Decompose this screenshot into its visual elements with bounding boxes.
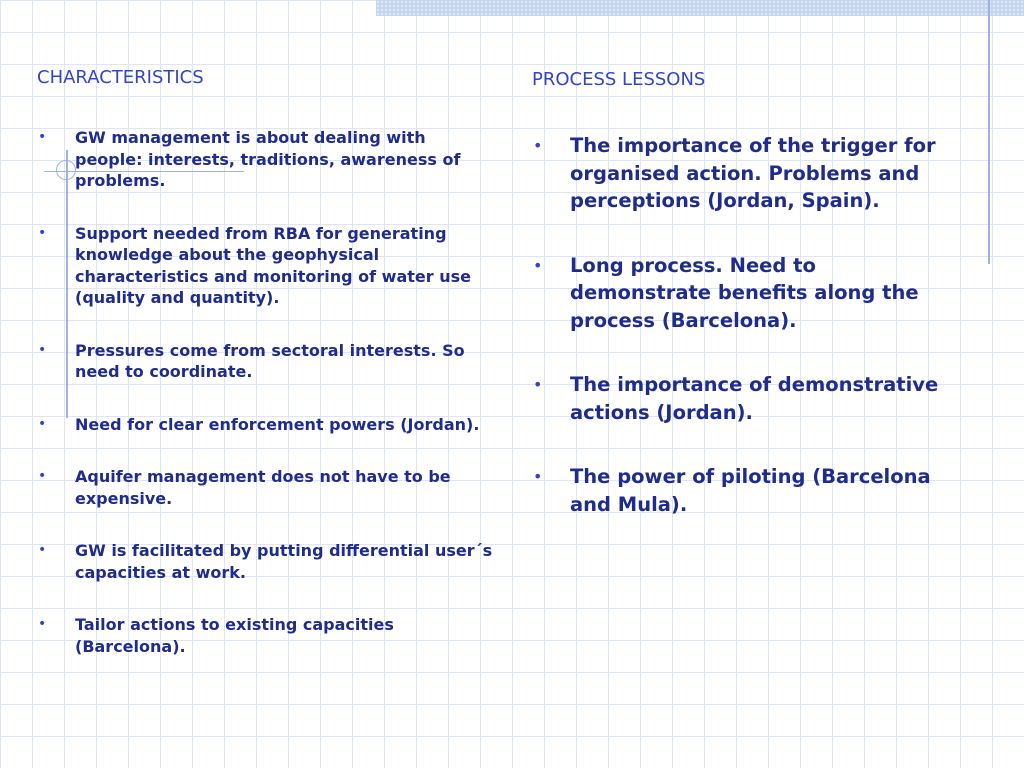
bullet-icon: • (38, 616, 47, 632)
list-item-text: Long process. Need to demonstrate benefits along the process (Barcelona). (570, 253, 919, 332)
list-item-text: The importance of demonstrative actions (Jordan). (570, 373, 939, 424)
list-item (38, 223, 498, 309)
list-item (38, 414, 498, 436)
bullet-icon: • (38, 224, 47, 241)
list-item-text: GW is facilitated by putting differential user´s capacities at work. (75, 541, 493, 582)
bullet-icon: • (533, 136, 543, 155)
process-lessons-heading: PROCESS LESSONS (532, 69, 706, 90)
process-lessons-list (533, 132, 943, 555)
list-item (38, 614, 498, 657)
bullet-icon: • (38, 129, 47, 145)
bullet-icon: • (38, 542, 47, 558)
bullet-icon: • (533, 467, 543, 486)
list-item-text: The importance of the trigger for organised action. Problems and perceptions (Jordan, Spain). (570, 134, 936, 212)
list-item (533, 463, 943, 518)
list-item (533, 371, 943, 426)
characteristics-heading: CHARACTERISTICS (37, 67, 204, 88)
list-item-text: Aquifer management does not have to be expensive. (75, 467, 451, 508)
bullet-icon: • (38, 468, 47, 484)
list-item (38, 466, 498, 509)
list-item (533, 252, 943, 335)
bullet-icon: • (533, 255, 543, 275)
list-item-text: Support needed from RBA for generating knowledge about the geophysical characteristics and monitoring of water use (quality and quantity). (75, 223, 471, 307)
list-item (533, 132, 943, 215)
list-item (38, 127, 498, 192)
bullet-icon: • (533, 375, 543, 394)
bullet-icon: • (38, 341, 47, 358)
list-item (38, 340, 498, 383)
top-decorative-band (376, 0, 1024, 16)
list-item-text: GW management is about dealing with people: interests, traditions, awareness of problems. (75, 128, 461, 190)
right-decorative-line (988, 0, 990, 264)
list-item (38, 540, 498, 583)
characteristics-list (38, 127, 498, 688)
list-item-text: Need for clear enforcement powers (Jordan). (75, 414, 480, 434)
list-item-text: The power of piloting (Barcelona and Mula). (570, 465, 931, 516)
list-item-text: Tailor actions to existing capacities (Barcelona). (75, 615, 394, 656)
list-item-text: Pressures come from sectoral interests. So need to coordinate. (75, 340, 465, 381)
bullet-icon: • (38, 415, 47, 432)
